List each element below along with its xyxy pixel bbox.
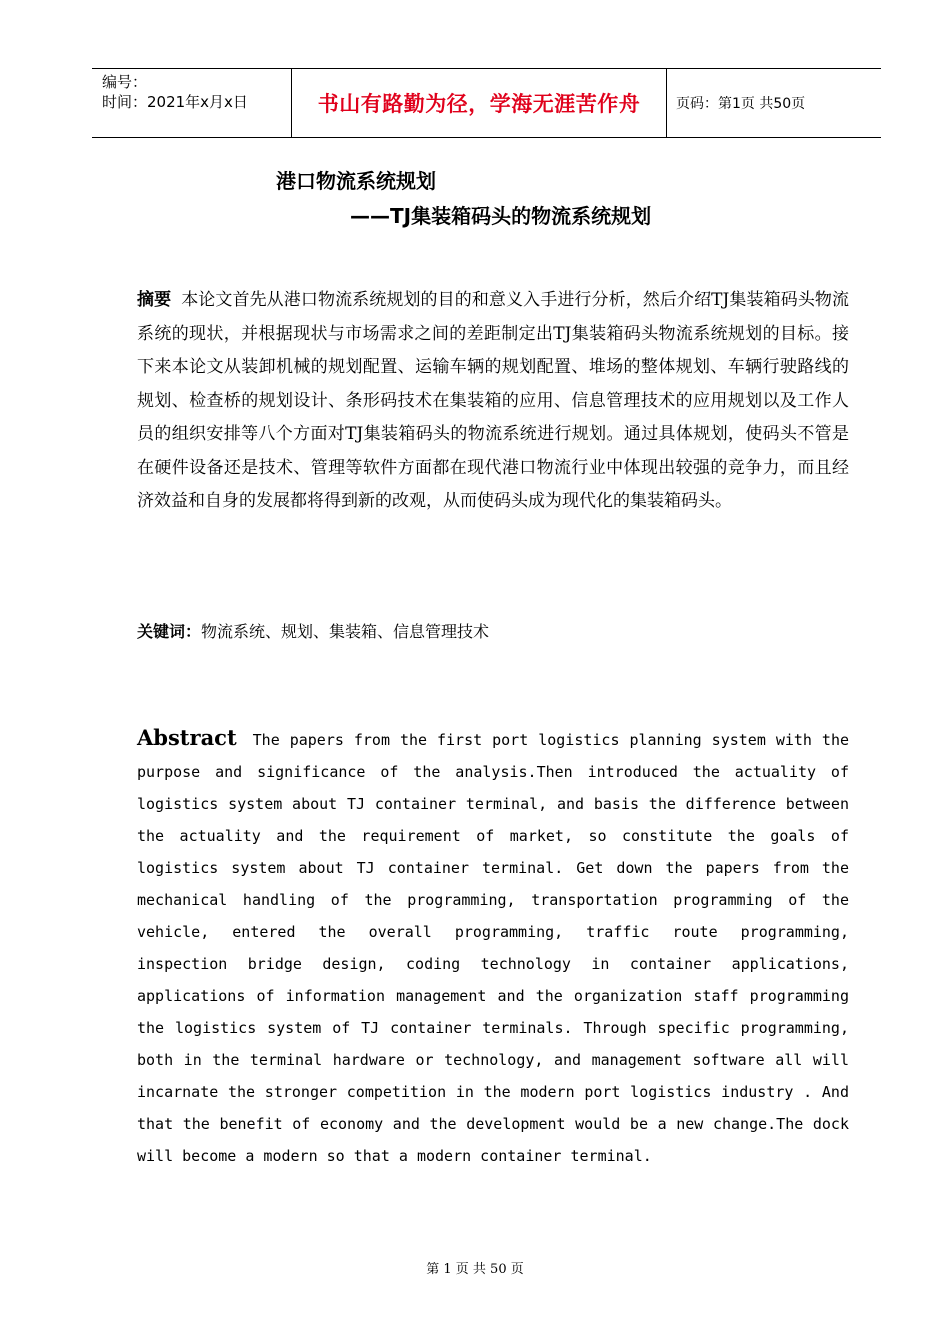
document-subtitle: ——TJ集装箱码头的物流系统规划 [350, 204, 652, 228]
chinese-keywords [137, 619, 489, 642]
time-label: 时间：2021年x月x日 [102, 93, 248, 111]
header-meta-cell [92, 69, 292, 137]
chinese-abstract-label: 摘要 [137, 290, 172, 310]
serial-number-label: 编号： [102, 73, 148, 91]
keywords-label: 关键词： [137, 622, 202, 641]
document-title: 港口物流系统规划 [276, 169, 436, 193]
page-footer: 第 1 页 共 50 页 [426, 1262, 524, 1277]
keywords-text: 物流系统、规划、集装箱、信息管理技术 [201, 622, 490, 641]
english-abstract [137, 722, 849, 1172]
chinese-abstract-text: 本论文首先从港口物流系统规划的目的和意义入手进行分析，然后介绍TJ集装箱码头物流系统的现状，并根据现状与市场需求之间的差距制定出TJ集装箱码头物流系统规划的目标。接下来本论文从装卸机械的规划配置、运输车辆的规划配置、堆场的整体规划、车辆行驶路线的规划、检查桥的规划设计、条形码技术在集装箱的应用、信息管理技术的应用规划以及工作人员的组织安排等八个方面对TJ集装箱码头的物流系统进行规划。通过具体规划，使码头不管是在硬件设备还是技术、管理等软件方面都在现代港口物流行业中体现出较强的竞争力，而且经济效益和自身的发展都将得到新的改观，从而使码头成为现代化的集装箱码头。 [137, 290, 850, 511]
english-abstract-text: The papers from the first port logistics planning system with the purpose and significance of the analysis.Then introduced the actuality of logistics system about TJ container terminal, and basis the difference between the actuality and the requirement of market, so constitute the goals of logistics system about TJ container terminal. Get down the papers from the mechanical handling of the programming, transportation programming of the vehicle, entered the overall programming, traffic route programming, inspection bridge design, coding technology in container applications, applications of information management and the organization staff programming the logistics system of TJ container terminals. Through specific programming, both in the terminal hardware or technology, and management software all will incarnate the stronger competition in the modern port logistics industry . And that the benefit of economy and the development would be a new change.The dock will become a modern so that a modern container terminal. [137, 731, 850, 1165]
english-abstract-label: Abstract [137, 725, 237, 750]
header-motto: 书山有路勤为径，学海无涯苦作舟 [292, 69, 667, 137]
chinese-abstract [137, 284, 849, 519]
header-page-info: 页码：第1页 共50页 [676, 96, 806, 112]
page-header [92, 68, 881, 138]
